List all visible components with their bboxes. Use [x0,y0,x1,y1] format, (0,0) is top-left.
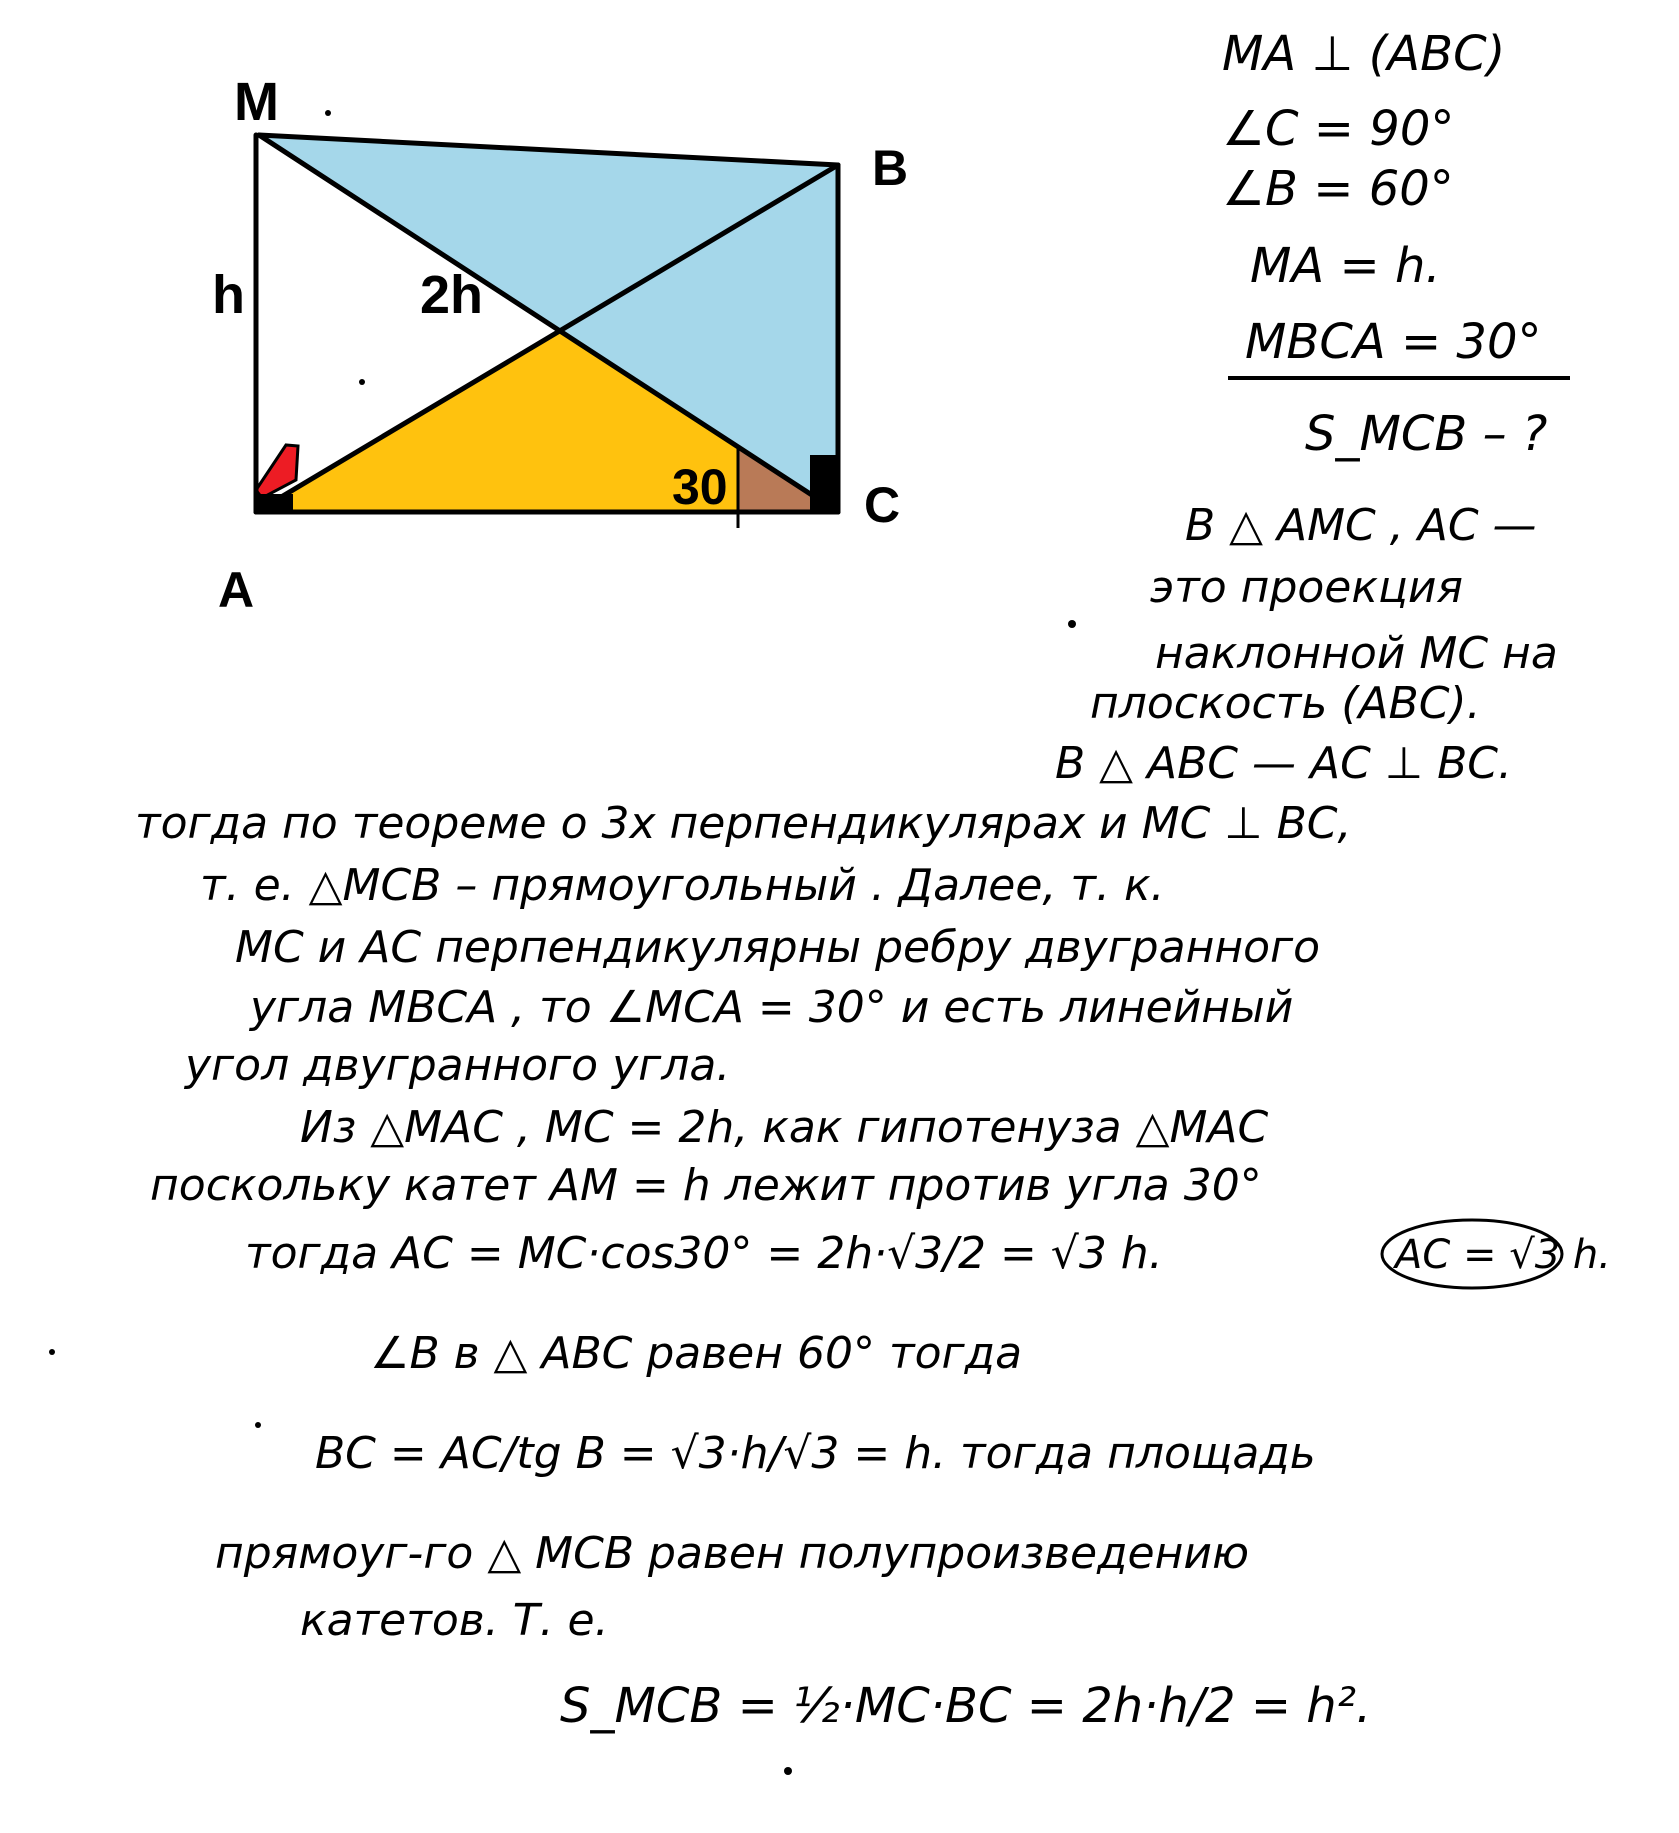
solution-line: BC = AC/tg B = √3·h/√3 = h. тогда площадь [315,1428,1316,1479]
given-line: MA = h. [1250,238,1441,294]
edge-label-2h: 2h [420,265,484,325]
vertex-label-c: C [864,477,901,533]
solution-line: В △ ABC — AC ⊥ BC. [1055,738,1512,789]
solution-line: плоскость (ABC). [1090,678,1481,729]
solution-line: Из △MAC , MC = 2h, как гипотенуза △MAC [300,1102,1269,1153]
answer-ac: AC = √3 h. [1395,1232,1611,1278]
solution-line: наклонной MC на [1155,628,1558,679]
solution-line: угол двугранного угла. [185,1040,731,1091]
solution-line: S_MCB = ½·MC·BC = 2h·h/2 = h². [560,1678,1372,1734]
solution-line: В △ AMC , AC — [1185,500,1537,551]
angle-label-30: 30 [672,459,728,515]
given-line: ∠B = 60° [1222,161,1454,217]
given-line: ∠C = 90° [1222,101,1455,157]
stray-dot [359,379,365,385]
vertex-label-b: B [872,140,909,196]
solution-line: это проекция [1150,562,1463,613]
solution-line: катетов. Т. е. [300,1595,609,1646]
stray-dot [49,1349,55,1355]
vertex-label-m: M [234,72,279,132]
given-line: MA ⊥ (ABC) [1222,26,1506,82]
solution-line: прямоуг-го △ MCB равен полупроизведению [215,1528,1250,1579]
solution-line: ∠B в △ ABC равен 60° тогда [370,1328,1023,1379]
solution-line: поскольку катет AM = h лежит против угла 30° [150,1160,1262,1211]
stray-dot [255,1422,261,1428]
solution-line: MC и AC перпендикулярны ребру двугранного [235,922,1321,973]
solution-line: тогда по теореме о 3х перпендикулярах и MC ⊥ BC, [135,798,1352,849]
edge-label-h: h [212,265,245,325]
solution-line: тогда AC = MC·cos30° = 2h·√3/2 = √3 h. [245,1228,1163,1279]
stray-dot [1068,620,1076,628]
solution-block [135,500,1611,1734]
stray-dot [784,1767,792,1775]
solution-line: угла MBCA , то ∠MCA = 30° и есть линейный [250,982,1294,1033]
stray-dot [325,110,331,116]
vertex-label-a: A [218,562,255,618]
given-block [1222,26,1570,462]
geometry-diagram [212,72,908,618]
given-line: MBCA = 30° [1245,314,1542,370]
solution-line: т. е. △MCB – прямоугольный . Далее, т. к. [200,860,1165,911]
find-line: S_MCB – ? [1305,406,1548,462]
